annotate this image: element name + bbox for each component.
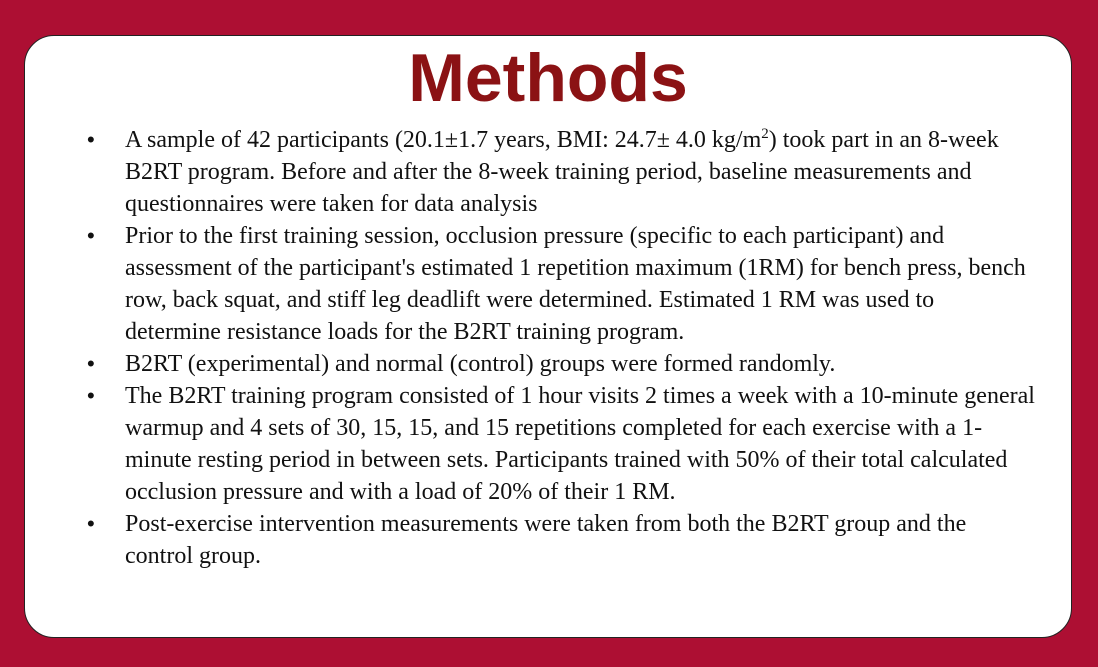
bullet-item-training-program [25,380,1035,508]
bullet-item-prior-session [25,220,1035,348]
methods-panel [24,35,1072,638]
methods-bullet-list [25,124,1035,572]
bullet-dot-icon: • [87,511,95,536]
bullet-item-sample [25,124,1035,220]
bullet-text-training-program: The B2RT training program consisted of 1 hour visits 2 times a week with a 10-minute general warmup and 4 sets of 30, 15, 15, and 15 repetitions completed for each exercise with a 1-minute resting period in between sets. Participants trained with 50% of their total calculated occlusion pressure and with a load of 20% of their 1 RM. [125,383,1035,505]
bullet-dot-icon: • [87,351,95,376]
bullet-text-groups: B2RT (experimental) and normal (control) groups were formed randomly. [125,351,836,377]
bullet-dot-icon: • [87,223,95,248]
bullet-text-sample-part1: A sample of 42 participants (20.1±1.7 years, BMI: 24.7± 4.0 kg/m [125,127,762,153]
bullet-text-sample-part2: ) took part in an 8-week B2RT program. Before and after the 8-week training period, baseline measurements and questionnaires were taken for data analysis [125,127,999,217]
bullet-dot-icon: • [87,383,95,408]
bullet-item-groups [25,348,1035,380]
bullet-item-post-exercise [25,508,1035,572]
bullet-text-prior-session: Prior to the first training session, occlusion pressure (specific to each participant) and assessment of the participant's estimated 1 repetition maximum (1RM) for bench press, bench row, back squat, and stiff leg deadlift were determined. Estimated 1 RM was used to determine resistance loads for the B2RT training program. [125,223,1026,345]
bullet-text-sample-superscript: 2 [761,126,769,142]
bullet-text-post-exercise: Post-exercise intervention measurements were taken from both the B2RT group and the control group. [125,511,967,569]
slide-title: Methods [408,40,688,116]
bullet-dot-icon: • [87,127,95,152]
